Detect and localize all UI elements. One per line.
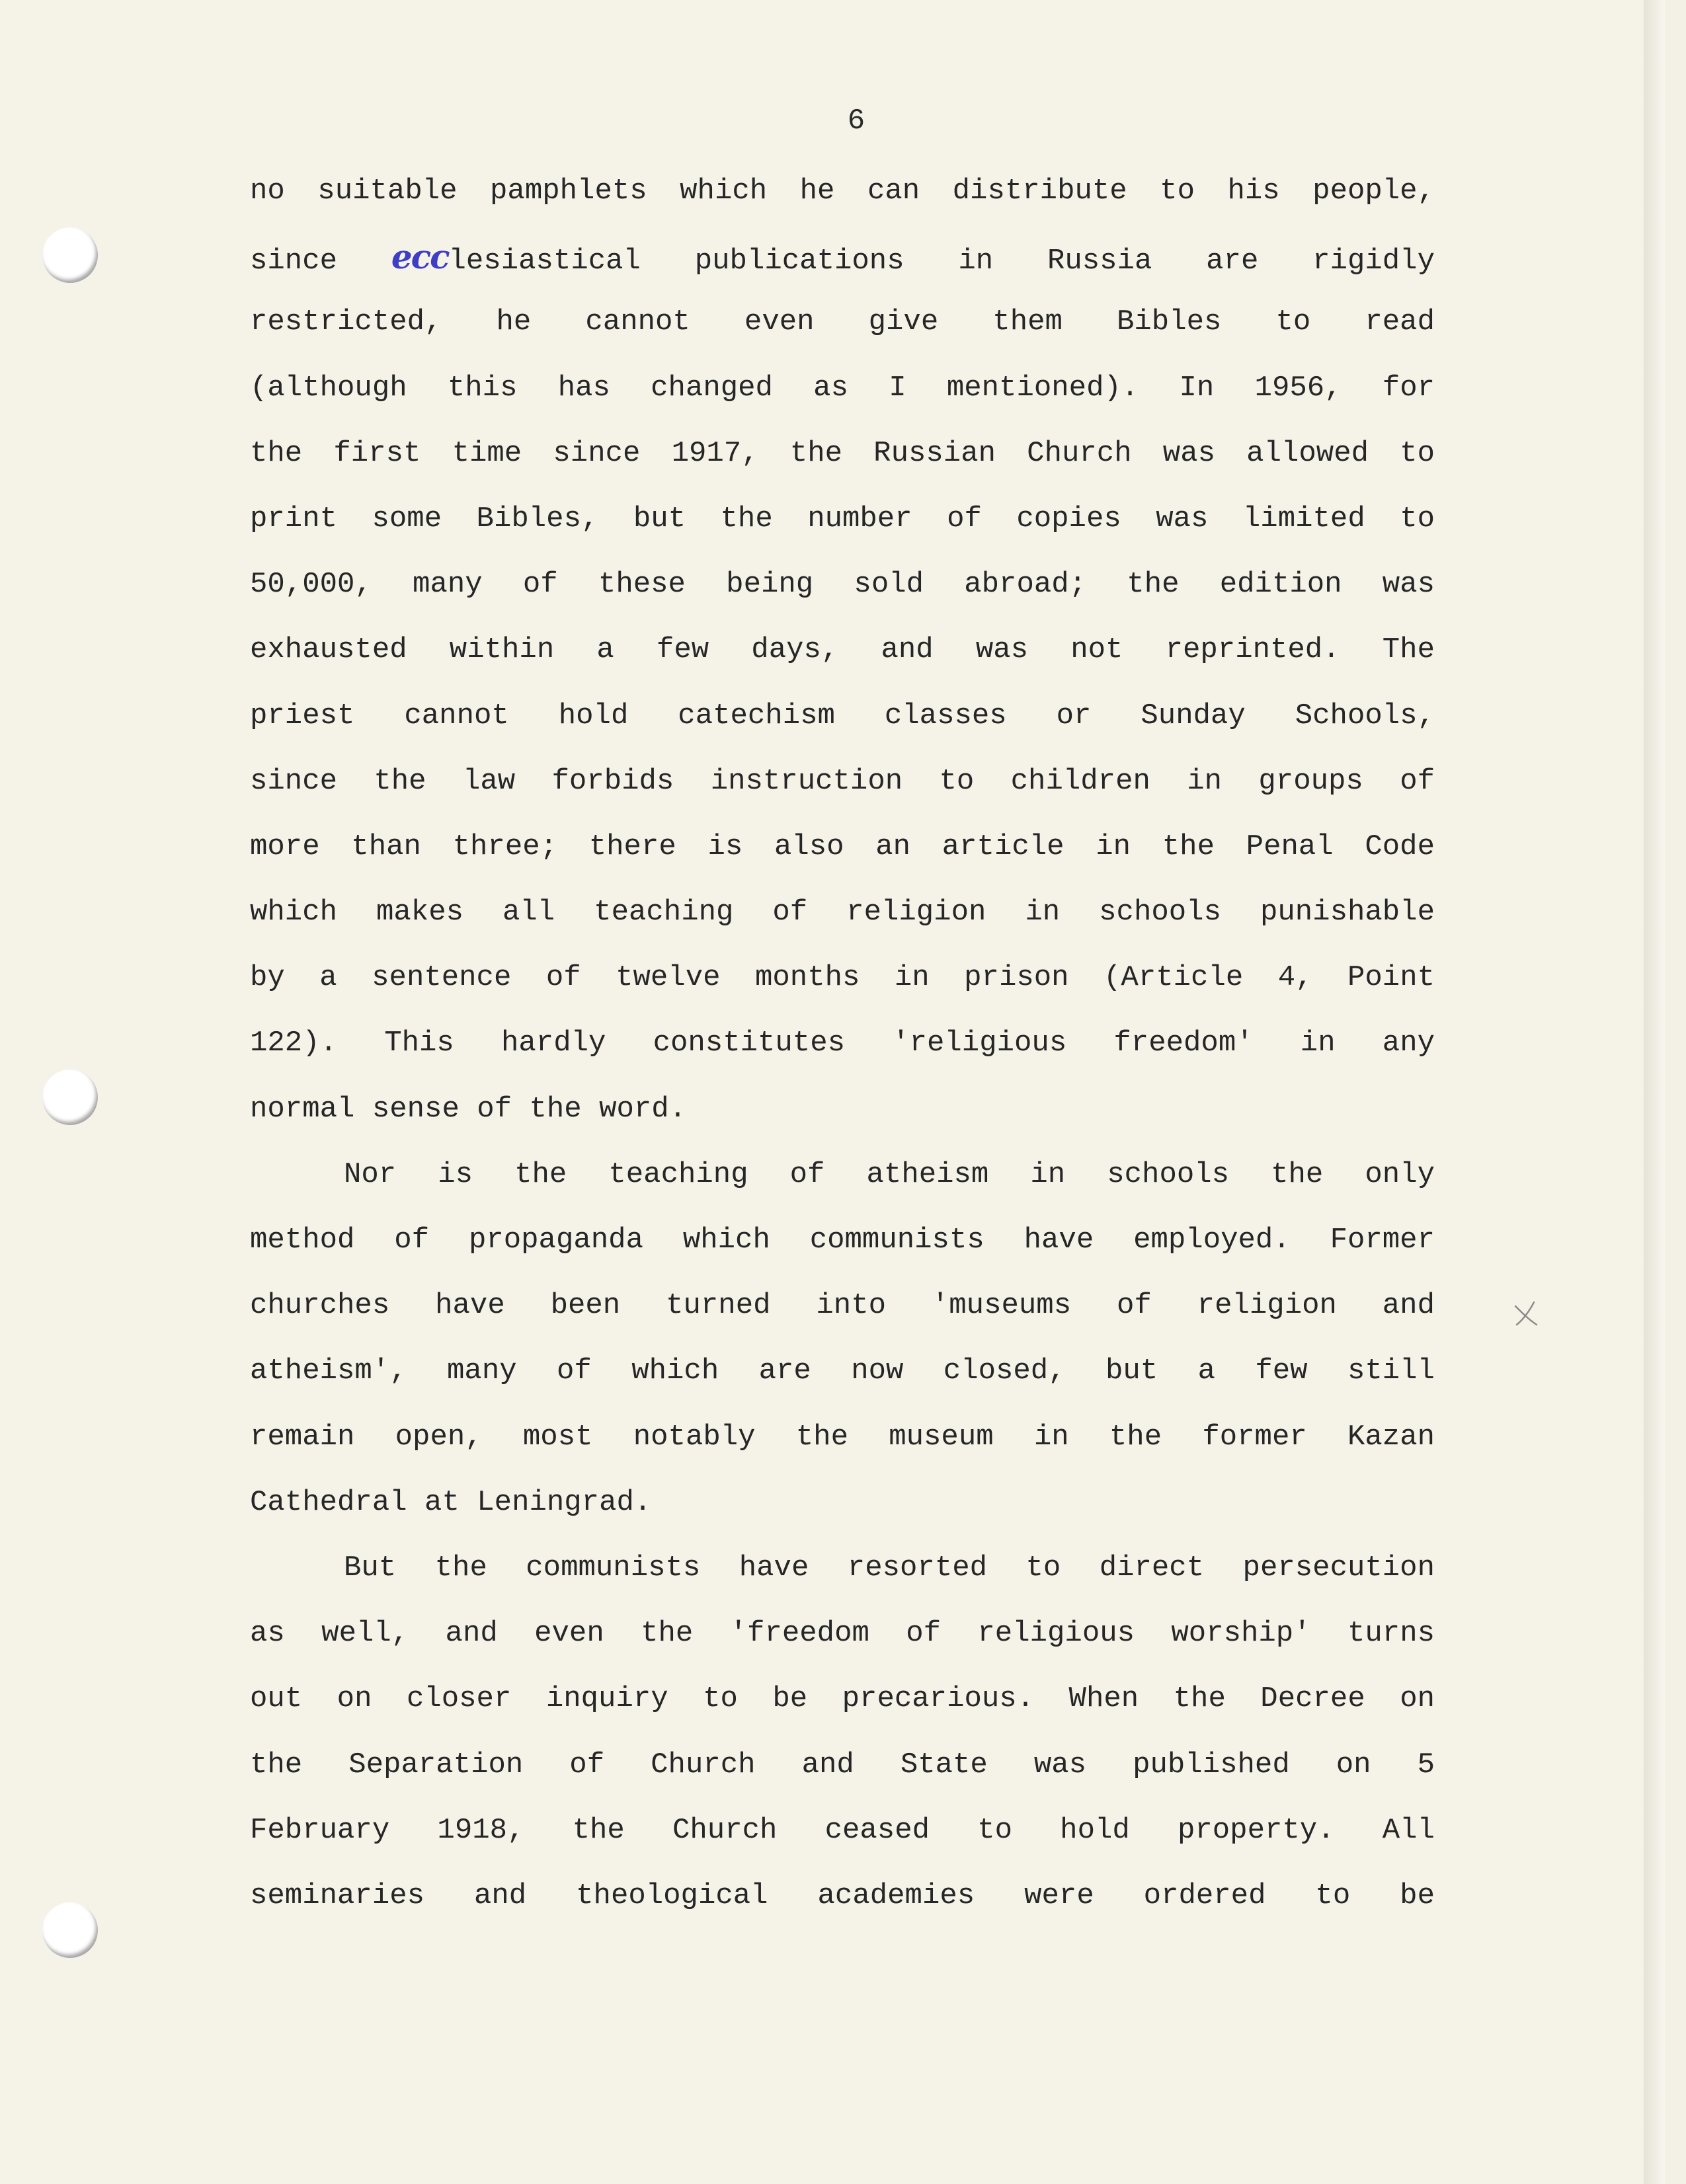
punch-hole-icon [42,1902,98,1958]
text-line: priest cannot hold catechism classes or Sunday Schools, [250,699,1435,732]
text-line: restricted, he cannot even give them Bibles to read [250,305,1435,339]
handwritten-correction: ecc [391,237,449,277]
text-line: since the law forbids instruction to children in groups of [250,764,1435,798]
text-line: atheism', many of which are now closed, but a few still [250,1354,1435,1388]
text-line: But the communists have resorted to direct persecution [344,1551,1435,1584]
text-line: normal sense of the word. [250,1092,687,1126]
page-edge [1644,0,1665,2184]
text-line: the Separation of Church and State was published on 5 [250,1748,1435,1781]
text-line: exhausted within a few days, and was not reprinted. The [250,633,1435,667]
body-text [250,159,1435,1929]
text-line: Nor is the teaching of atheism in schools the only [344,1157,1435,1191]
text-line: as well, and even the 'freedom of religious worship' turns [250,1617,1435,1651]
text-line: churches have been turned into 'museums of religion and [250,1289,1435,1323]
text-line: more than three; there is also an article in the Penal Code [250,830,1435,863]
text-line: method of propaganda which communists have employed. Former [250,1224,1435,1257]
x-mark-icon [1513,1301,1539,1327]
text-line: (although this has changed as I mentioned). In 1956, for [250,371,1435,405]
punch-hole-icon [42,1070,98,1125]
text-line: the first time since 1917, the Russian Church was allowed to [250,436,1435,470]
text-line [250,224,1435,290]
text-line: remain open, most notably the museum in the former Kazan [250,1420,1435,1454]
text-line: February 1918, the Church ceased to hold property. All [250,1813,1435,1847]
text-line: by a sentence of twelve months in prison (Article 4, Point [250,961,1435,995]
text-line: 122). This hardly constitutes 'religious freedom' in any [250,1027,1435,1060]
punch-hole-icon [42,227,98,283]
text-fragment: lesiastical publications in Russia are rigidly [448,245,1435,278]
text-line: out on closer inquiry to be precarious. When the Decree on [250,1682,1435,1716]
page-number: 6 [847,104,865,137]
text-line: 50,000, many of these being sold abroad; the edition was [250,568,1435,602]
text-line: which makes all teaching of religion in schools punishable [250,896,1435,929]
text-line: seminaries and theological academies were ordered to be [250,1879,1435,1912]
text-line: Cathedral at Leningrad. [250,1485,652,1519]
text-fragment: since [250,245,338,278]
text-line: print some Bibles, but the number of copies was limited to [250,502,1435,535]
text-line: no suitable pamphlets which he can distribute to his people, [250,175,1435,208]
